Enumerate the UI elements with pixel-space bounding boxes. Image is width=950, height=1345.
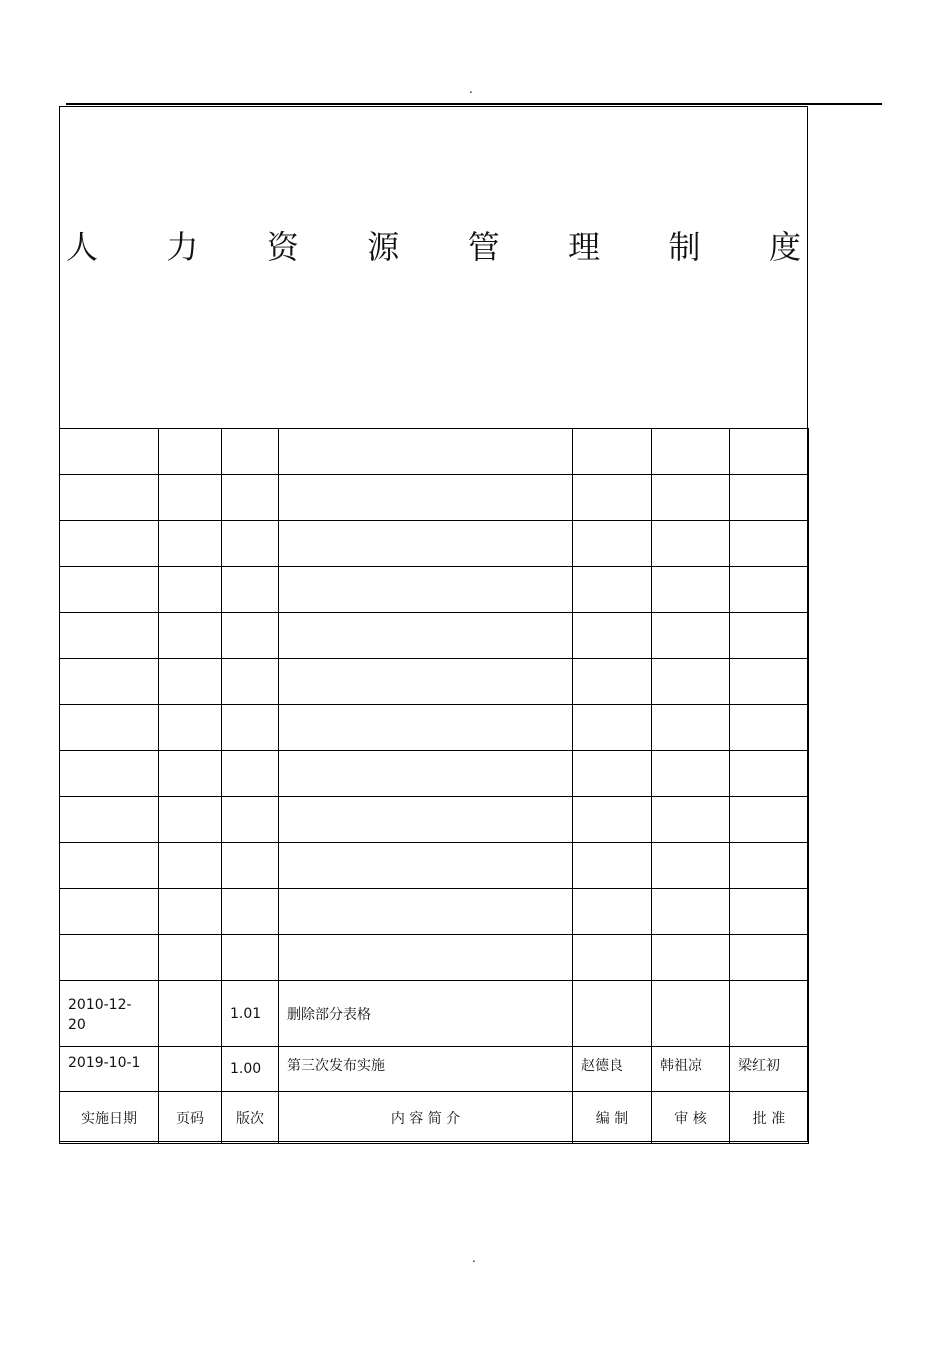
cell-content: 第三次发布实施 <box>279 1047 573 1092</box>
empty-table-row <box>60 797 809 843</box>
empty-cell <box>573 751 652 797</box>
empty-cell <box>279 429 573 475</box>
empty-table-row <box>60 751 809 797</box>
empty-cell <box>222 705 279 751</box>
empty-cell <box>159 889 222 935</box>
empty-cell <box>573 429 652 475</box>
empty-cell <box>279 705 573 751</box>
empty-cell <box>222 567 279 613</box>
empty-table-row <box>60 659 809 705</box>
empty-cell <box>730 567 809 613</box>
empty-table-row <box>60 613 809 659</box>
empty-cell <box>279 521 573 567</box>
title-area <box>60 107 807 428</box>
empty-cell <box>652 429 730 475</box>
cell-approved <box>730 981 809 1047</box>
empty-table-row <box>60 889 809 935</box>
empty-cell <box>730 751 809 797</box>
cell-compiled: 赵德良 <box>573 1047 652 1092</box>
empty-cell <box>573 659 652 705</box>
cell-content: 删除部分表格 <box>279 981 573 1047</box>
empty-cell <box>279 751 573 797</box>
empty-table-row <box>60 475 809 521</box>
empty-cell <box>652 613 730 659</box>
empty-cell <box>573 705 652 751</box>
empty-cell <box>159 843 222 889</box>
empty-cell <box>279 889 573 935</box>
empty-cell <box>279 475 573 521</box>
empty-cell <box>159 429 222 475</box>
cell-date: 2019-10-1 <box>60 1047 159 1092</box>
empty-cell <box>730 705 809 751</box>
empty-cell <box>279 935 573 981</box>
empty-cell <box>730 935 809 981</box>
revision-table <box>59 428 809 1144</box>
cell-approved: 梁红初 <box>730 1047 809 1092</box>
empty-cell <box>573 935 652 981</box>
title-char: 度 <box>768 228 801 266</box>
empty-cell <box>159 475 222 521</box>
empty-cell <box>159 659 222 705</box>
empty-cell <box>222 429 279 475</box>
empty-cell <box>573 475 652 521</box>
empty-cell <box>60 843 159 889</box>
empty-cell <box>652 751 730 797</box>
header-mark: . <box>469 82 473 96</box>
title-char: 源 <box>367 228 400 266</box>
empty-cell <box>222 659 279 705</box>
empty-cell <box>222 475 279 521</box>
empty-cell <box>159 521 222 567</box>
empty-cell <box>573 567 652 613</box>
empty-cell <box>222 935 279 981</box>
empty-cell <box>159 935 222 981</box>
title-char: 人 <box>66 228 99 266</box>
empty-cell <box>279 843 573 889</box>
empty-cell <box>279 567 573 613</box>
cell-page <box>159 981 222 1047</box>
empty-cell <box>652 659 730 705</box>
title-char: 力 <box>166 228 199 266</box>
empty-table-row <box>60 521 809 567</box>
header-reviewed: 审 核 <box>652 1092 730 1144</box>
empty-table-row <box>60 705 809 751</box>
empty-cell <box>159 613 222 659</box>
empty-cell <box>730 429 809 475</box>
title-char: 理 <box>568 228 601 266</box>
table-row <box>60 1047 809 1092</box>
empty-cell <box>60 889 159 935</box>
document-frame <box>59 106 808 1142</box>
empty-cell <box>60 935 159 981</box>
empty-cell <box>60 797 159 843</box>
header-approved: 批 准 <box>730 1092 809 1144</box>
empty-cell <box>60 613 159 659</box>
empty-cell <box>652 521 730 567</box>
title-char: 管 <box>467 228 500 266</box>
empty-cell <box>222 889 279 935</box>
empty-cell <box>222 843 279 889</box>
header-rule <box>66 103 882 105</box>
empty-cell <box>730 613 809 659</box>
empty-cell <box>159 567 222 613</box>
header-version: 版次 <box>222 1092 279 1144</box>
empty-cell <box>652 889 730 935</box>
document-title <box>66 227 801 267</box>
empty-cell <box>730 659 809 705</box>
empty-cell <box>60 567 159 613</box>
title-char: 制 <box>668 228 701 266</box>
cell-date: 2010-12-20 <box>60 981 159 1047</box>
header-date: 实施日期 <box>60 1092 159 1144</box>
empty-cell <box>573 889 652 935</box>
empty-table-row <box>60 429 809 475</box>
empty-cell <box>159 705 222 751</box>
empty-cell <box>573 521 652 567</box>
empty-cell <box>222 797 279 843</box>
empty-cell <box>159 797 222 843</box>
empty-cell <box>279 797 573 843</box>
empty-cell <box>652 935 730 981</box>
empty-cell <box>652 475 730 521</box>
empty-cell <box>730 797 809 843</box>
empty-cell <box>60 521 159 567</box>
header-page: 页码 <box>159 1092 222 1144</box>
empty-cell <box>60 751 159 797</box>
title-char: 资 <box>266 228 299 266</box>
empty-cell <box>652 843 730 889</box>
empty-cell <box>60 429 159 475</box>
empty-cell <box>60 705 159 751</box>
cell-compiled <box>573 981 652 1047</box>
empty-cell <box>279 613 573 659</box>
empty-cell <box>159 751 222 797</box>
empty-cell <box>60 659 159 705</box>
empty-table-row <box>60 567 809 613</box>
empty-cell <box>573 613 652 659</box>
table-row <box>60 981 809 1047</box>
empty-cell <box>652 705 730 751</box>
empty-cell <box>222 521 279 567</box>
empty-cell <box>730 475 809 521</box>
empty-cell <box>652 567 730 613</box>
cell-page <box>159 1047 222 1092</box>
empty-cell <box>573 797 652 843</box>
empty-table-row <box>60 935 809 981</box>
cell-version: 1.00 <box>222 1047 279 1092</box>
cell-version: 1.01 <box>222 981 279 1047</box>
empty-cell <box>730 889 809 935</box>
cell-reviewed: 韩祖凉 <box>652 1047 730 1092</box>
empty-table-row <box>60 843 809 889</box>
empty-cell <box>60 475 159 521</box>
header-content: 内 容 简 介 <box>279 1092 573 1144</box>
empty-cell <box>573 843 652 889</box>
footer-mark: . <box>472 1251 476 1265</box>
empty-cell <box>222 751 279 797</box>
empty-cell <box>730 843 809 889</box>
empty-cell <box>222 613 279 659</box>
empty-cell <box>279 659 573 705</box>
empty-cell <box>652 797 730 843</box>
empty-cell <box>730 521 809 567</box>
header-compiled: 编 制 <box>573 1092 652 1144</box>
table-header-row <box>60 1092 809 1144</box>
cell-reviewed <box>652 981 730 1047</box>
